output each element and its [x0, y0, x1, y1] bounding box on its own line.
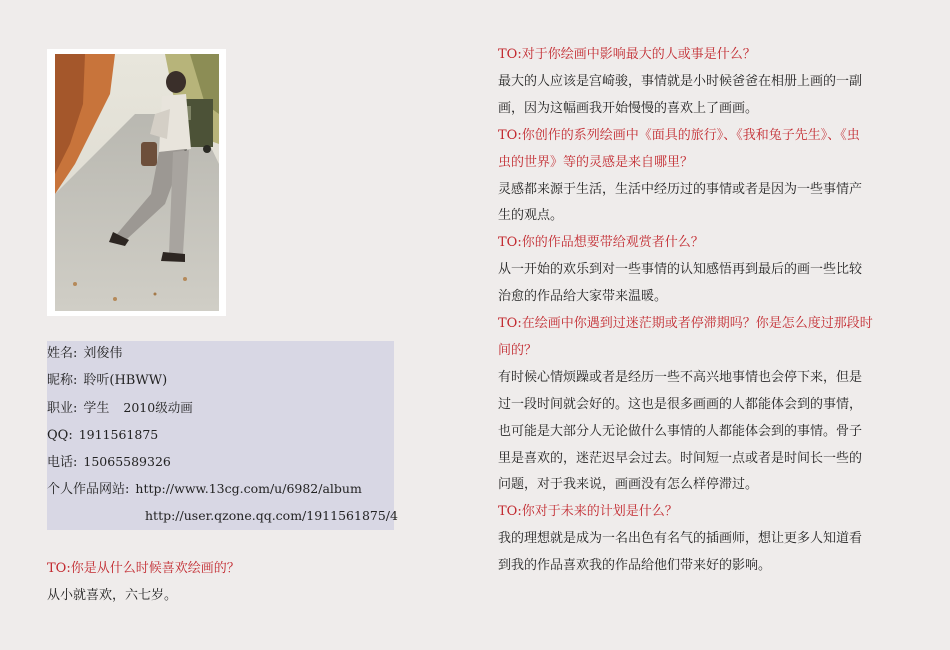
- interview-answer-line: 有时候心情烦躁或者是经历一些不高兴地事情也会停下来，但是: [498, 369, 863, 385]
- website-link-2[interactable]: http://user.qzone.qq.com/1911561875/4: [145, 508, 398, 523]
- photo-frame: [47, 49, 226, 316]
- profile-info-box: [47, 341, 398, 530]
- interview-answer-line: 生的观点。: [498, 208, 564, 224]
- interview-answer-line: 画，因为这幅画我开始慢慢的喜欢上了画画。: [498, 100, 759, 116]
- interview-answer-line: 治愈的作品给大家带来温暖。: [498, 289, 668, 305]
- nickname-value: 聆听(HBWW): [83, 373, 168, 388]
- name-row: [47, 343, 122, 365]
- interview-answer-line: 到我的作品喜欢我的作品给他们带来好的影响。: [498, 558, 772, 574]
- interview-answer-line: 最大的人应该是宫崎骏，事情就是小时候爸爸在相册上画的一副: [498, 73, 863, 89]
- interview-answer-line: 我的理想就是成为一名出色有名气的插画师，想让更多人知道看: [498, 531, 863, 547]
- job-label: 职业:: [47, 401, 78, 416]
- interview-question-line: TO:在绘画中你遇到过迷茫期或者停滞期吗？你是怎么度过那段时: [498, 316, 873, 331]
- website-link-1[interactable]: http://www.13cg.com/u/6982/album: [135, 481, 362, 496]
- interview-answer-line: 也可能是大部分人无论做什么事情的人都能体会到的事情。骨子: [498, 423, 863, 439]
- left-answer: 从小就喜欢，六七岁。: [47, 588, 178, 603]
- name-value: 刘俊伟: [83, 346, 123, 361]
- website-row: [47, 478, 362, 500]
- portrait-photo: [55, 54, 219, 311]
- left-question: TO:你是从什么时候喜欢绘画的？: [47, 561, 240, 576]
- interview-question-line: TO:你的作品想要带给观赏者什么？: [498, 235, 704, 251]
- name-label: 姓名:: [47, 346, 78, 361]
- phone-label: 电话:: [47, 455, 78, 470]
- qq-value: 1911561875: [78, 427, 159, 442]
- interview-question-line: 虫的世界》等的灵感是来自哪里？: [498, 154, 694, 170]
- interview-answer-line: 灵感都来源于生活，生活中经历过的事情或者是因为一些事情产: [498, 181, 863, 197]
- job-extra: 2010级动画: [123, 400, 193, 415]
- interview-question-line: 间的？: [498, 342, 538, 358]
- interview-answer-line: 里是喜欢的，迷茫迟早会过去。时间短一点或者是时间长一些的: [498, 450, 863, 466]
- phone-row: [47, 451, 171, 473]
- website-label: 个人作品网站:: [47, 482, 130, 497]
- nickname-label: 昵称:: [47, 373, 78, 388]
- interview-question-line: TO:你创作的系列绘画中《面具的旅行》、《我和兔子先生》、《虫: [498, 127, 860, 143]
- interview-answer-line: 从一开始的欢乐到对一些事情的认知感悟再到最后的画一些比较: [498, 262, 863, 278]
- interview-answer-line: 问题，对于我来说，画画没有怎么样停滞过。: [498, 477, 759, 493]
- interview-question-line: TO:对于你绘画中影响最大的人或事是什么？: [498, 47, 756, 62]
- interview-answer-line: 过一段时间就会好的。这也是很多画画的人都能体会到的事情，: [498, 396, 863, 412]
- website-row-2: [145, 505, 398, 527]
- job-value: 学生: [83, 401, 110, 416]
- qq-label: QQ:: [47, 428, 73, 443]
- qq-row: [47, 424, 158, 446]
- nickname-row: [47, 370, 167, 392]
- phone-value: 15065589326: [83, 454, 171, 469]
- job-row: [47, 397, 193, 419]
- interview-question-line: TO:你对于未来的计划是什么？: [498, 504, 678, 520]
